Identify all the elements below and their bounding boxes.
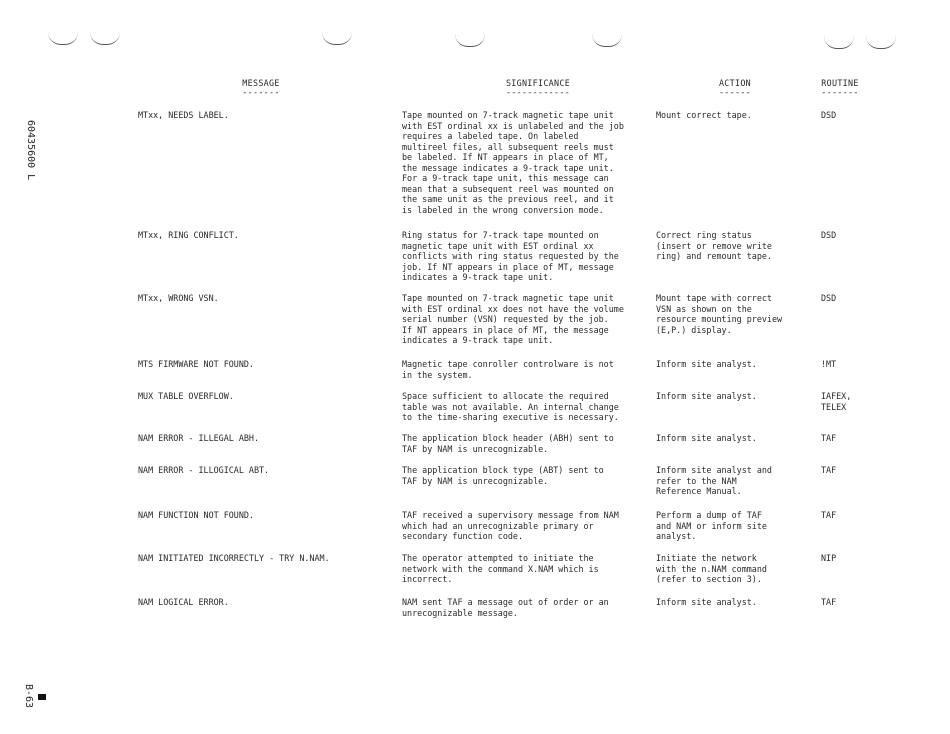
column-header-action: [712, 79, 758, 97]
action-text: Inform site analyst.: [656, 597, 757, 607]
significance-text: Ring status for 7-track tape mounted on magnetic tape unit with EST ordinal xx conflicts with ring status requested by the job. If NT appears in place of MT, message indicates a 9-track tape unit.: [402, 230, 619, 282]
punch-hole-mark: [866, 36, 896, 49]
message-text: NAM ERROR - ILLEGAL ABH.: [138, 433, 260, 443]
header-underline: -------: [242, 87, 280, 97]
header-label: ACTION: [718, 78, 752, 88]
significance-text: Tape mounted on 7-track magnetic tape unit with EST ordinal xx is unlabeled and the job requires a labeled tape. On labeled multireel files, all subsequent reels must be labeled. If NT appears in place of MT, the message indicates a 9-track tape unit. For a 9-track tape unit, this message can mean that a subsequent reel was mounted on the same unit as the previous reel, and it is labeled in the wrong conversion mode.: [402, 110, 624, 215]
routine-text: TAF: [821, 510, 837, 520]
message-text: NAM FUNCTION NOT FOUND.: [138, 510, 254, 520]
punch-hole-mark: [48, 32, 78, 45]
header-label: ROUTINE: [821, 78, 859, 88]
routine-text: !MT: [821, 359, 837, 369]
header-label: SIGNIFICANCE: [505, 78, 571, 88]
message-text: MTxx, RING CONFLICT.: [138, 230, 239, 240]
header-underline: -------: [821, 87, 859, 97]
routine-text: DSD: [821, 230, 837, 240]
significance-text: Space sufficient to allocate the required table was not available. An internal change to the time-sharing executive is necessary.: [402, 391, 619, 422]
header-underline: ------: [718, 87, 752, 97]
message-text: MUX TABLE OVERFLOW.: [138, 391, 234, 401]
action-text: Inform site analyst.: [656, 433, 757, 443]
margin-bar: [38, 694, 46, 700]
punch-hole-mark: [824, 36, 854, 49]
significance-text: The operator attempted to initiate the network with the command X.NAM which is incorrect.: [402, 553, 599, 584]
punch-hole-mark: [90, 32, 120, 45]
action-text: Correct ring status (insert or remove write ring) and remount tape.: [656, 230, 772, 261]
action-text: Mount correct tape.: [656, 110, 752, 120]
message-text: MTS FIRMWARE NOT FOUND.: [138, 359, 254, 369]
message-text: NAM INITIATED INCORRECTLY - TRY N.NAM.: [138, 553, 330, 563]
page-number: B-63: [23, 684, 34, 709]
punch-hole-mark: [322, 32, 352, 45]
column-header-routine: [814, 79, 866, 97]
routine-text: TAF: [821, 597, 837, 607]
action-text: Inform site analyst and refer to the NAM Reference Manual.: [656, 465, 772, 496]
header-label: MESSAGE: [242, 78, 280, 88]
significance-text: The application block header (ABH) sent to TAF by NAM is unrecognizable.: [402, 433, 614, 454]
significance-text: The application block type (ABT) sent to TAF by NAM is unrecognizable.: [402, 465, 604, 486]
action-text: Mount tape with correct VSN as shown on the resource mounting preview (E,P.) display.: [656, 293, 783, 335]
action-text: Inform site analyst.: [656, 391, 757, 401]
significance-text: Magnetic tape conroller controlware is not in the system.: [402, 359, 614, 380]
message-text: MTxx, WRONG VSN.: [138, 293, 219, 303]
routine-text: IAFEX, TELEX: [821, 391, 852, 412]
message-text: MTxx, NEEDS LABEL.: [138, 110, 229, 120]
document-id: 60435600 L: [25, 120, 36, 181]
action-text: Initiate the network with the n.NAM command (refer to section 3).: [656, 553, 767, 584]
significance-text: Tape mounted on 7-track magnetic tape unit with EST ordinal xx does not have the volume serial number (VSN) requested by the job. If NT appears in place of MT, the message indicates a 9-track tape unit.: [402, 293, 624, 345]
action-text: Inform site analyst.: [656, 359, 757, 369]
header-underline: ------------: [505, 87, 571, 97]
action-text: Perform a dump of TAF and NAM or inform site analyst.: [656, 510, 767, 541]
routine-text: DSD: [821, 110, 837, 120]
routine-text: TAF: [821, 433, 837, 443]
routine-text: TAF: [821, 465, 837, 475]
column-header-message: [232, 79, 290, 97]
message-text: NAM ERROR - ILLOGICAL ABT.: [138, 465, 270, 475]
significance-text: NAM sent TAF a message out of order or an unrecognizable message.: [402, 597, 609, 618]
column-header-significance: [495, 79, 581, 97]
significance-text: TAF received a supervisory message from NAM which had an unrecognizable primary or secondary function code.: [402, 510, 619, 541]
message-text: NAM LOGICAL ERROR.: [138, 597, 229, 607]
punch-hole-mark: [592, 34, 622, 47]
routine-text: DSD: [821, 293, 837, 303]
punch-hole-mark: [455, 34, 485, 47]
routine-text: NIP: [821, 553, 837, 563]
